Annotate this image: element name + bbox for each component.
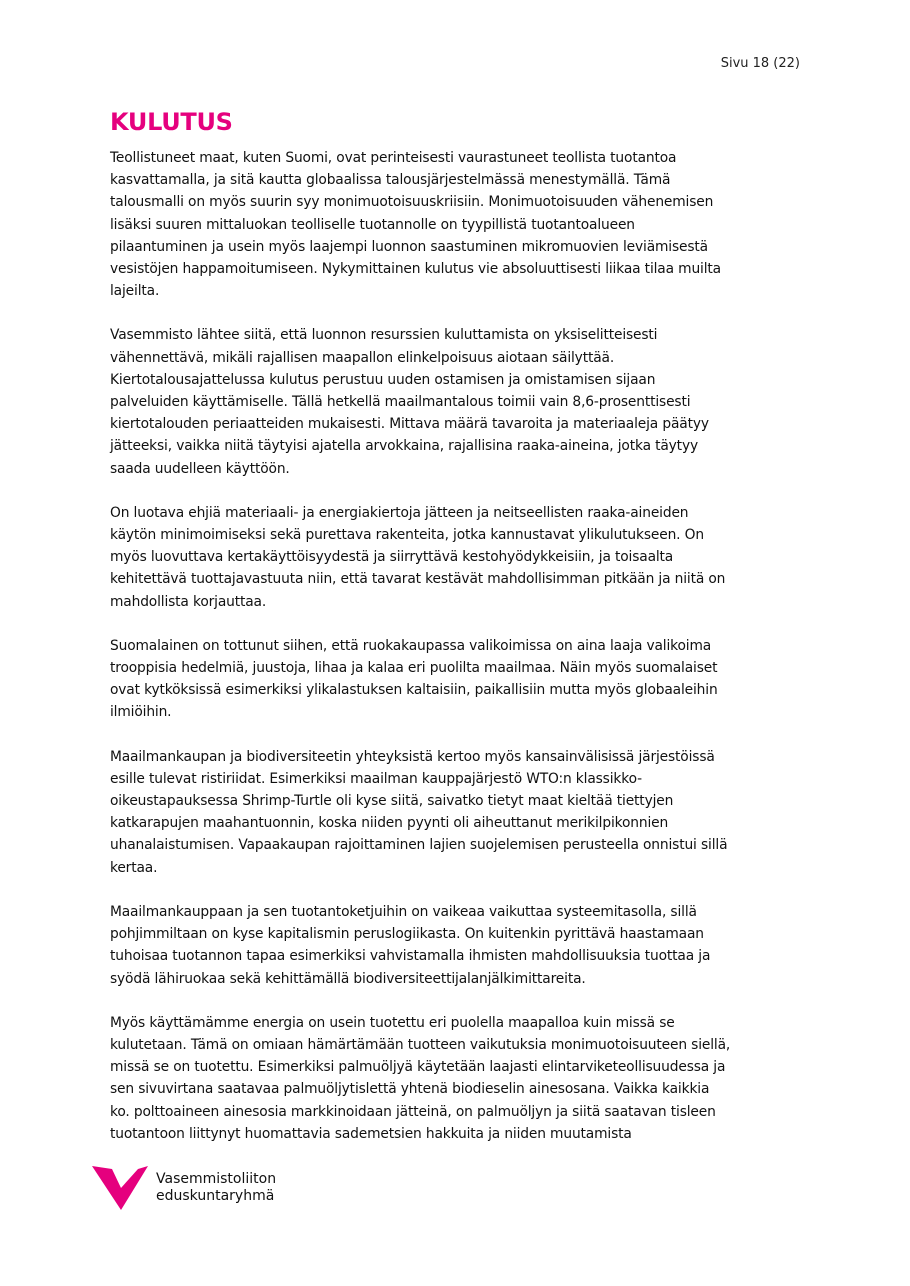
- paragraph: Maailmankauppaan ja sen tuotantoketjuihin on vaikeaa vaikuttaa systeemitasolla, sillä pohjimmiltaan on kyse kapitalismin peruslogiikasta. On kuitenkin pyrittävä haastamaan tuhoisaa tuotannon tapaa esimerkiksi vahvistamalla ihmisten mahdollisuuksia tuottaa ja syödä lähiruokaa sekä kehittämällä biodiversiteettijalanjälkimittareita.: [110, 903, 711, 987]
- paragraph: On luotava ehjiä materiaali- ja energiakiertoja jätteen ja neitseellisten raaka-aineiden käytön minimoimiseksi sekä purettava rakenteita, jotka kannustavat ylikulutukseen. On myös luovuttava kertakäyttöisyydestä ja siirryttävä kestohyödykkeisiin, ja toisaalta kehitettävä tuottajavastuuta niin, että tavarat kestävät mahdollisimman pitkään ja niitä on mahdollista korjauttaa.: [110, 504, 726, 610]
- v-logo-icon: [92, 1166, 148, 1210]
- paragraph: Maailmankaupan ja biodiversiteetin yhteyksistä kertoo myös kansainvälisissä järjestöissä esille tulevat ristiriidat. Esimerkiksi maailman kauppajärjestö WTO:n klassikko- oikeustapauksessa Shrimp-Turtle oli kyse siitä, saivatko tietyt maat kieltää tiettyjen katkarapujen maahantuonnin, koska niiden pyynti oli aiheuttanut merikilpikonnien uhanalaistumisen. Vapaakaupan rajoittaminen lajien suojelemisen perusteella onnistui sillä kertaa.: [110, 748, 728, 876]
- organization-name: [156, 1171, 276, 1205]
- paragraph: Myös käyttämämme energia on usein tuotettu eri puolella maapalloa kuin missä se kulutetaan. Tämä on omiaan hämärtämään tuotteen vaikutuksia monimuotoisuuteen siellä, missä se on tuotettu. Esimerkiksi palmuöljyä käytetään laajasti elintarviketeollisuudessa ja sen sivuvirtana saatavaa palmuöljytislettä yhtenä biodieselin ainesosana. Vaikka kaikkia ko. polttoaineen ainesosia markkinoidaan jätteinä, on palmuöljyn ja siitä saatavan tisleen tuotantoon liittynyt huomattavia sademetsien hakkuita ja niiden muutamista: [110, 1014, 731, 1142]
- page-number: Sivu 18 (22): [720, 56, 800, 71]
- paragraph: Teollistuneet maat, kuten Suomi, ovat perinteisesti vaurastuneet teollista tuotantoa kasvattamalla, ja sitä kautta globaalissa talousjärjestelmässä menestymällä. Tämä talousmalli on myös suurin syy monimuotoisuuskriisiin. Monimuotoisuuden vähenemisen lisäksi suuren mittaluokan teolliselle tuotannolle on tyypillistä tuotantoalueen pilaantuminen ja usein myös laajempi luonnon saastuminen mikromuovien leviämisestä vesistöjen happamoitumiseen. Nykymittainen kulutus vie absoluuttisesti liikaa tilaa muilta lajeilta.: [110, 150, 721, 300]
- organization-line-2: eduskuntaryhmä: [156, 1188, 275, 1204]
- body-text: [110, 147, 810, 1167]
- footer: [92, 1166, 276, 1210]
- paragraph: Vasemmisto lähtee siitä, että luonnon resurssien kuluttamista on yksiselitteisesti vähennettävä, mikäli rajallisen maapallon elinkelpoisuus aiotaan säilyttää. Kiertotalousajattelussa kulutus perustuu uuden ostamisen ja omistamisen sijaan palveluiden käyttämiselle. Tällä hetkellä maailmantalous toimii vain 8,6-prosenttisesti kiertotalouden periaatteiden mukaisesti. Mittava määrä tavaroita ja materiaaleja päätyy jätteeksi, vaikka niitä täytyisi ajatella arvokkaina, rajallisina raaka-aineina, jotka täytyy saada uudelleen käyttöön.: [110, 327, 709, 477]
- section-heading: KULUTUS: [110, 108, 233, 136]
- organization-line-1: Vasemmistoliiton: [156, 1171, 277, 1187]
- paragraph: Suomalainen on tottunut siihen, että ruokakaupassa valikoimissa on aina laaja valikoima trooppisia hedelmiä, juustoja, lihaa ja kalaa eri puolilta maailmaa. Näin myös suomalaiset ovat kytköksissä esimerkiksi ylikalastuksen kaltaisiin, paikallisiin mutta myös globaaleihin ilmiöihin.: [110, 637, 718, 721]
